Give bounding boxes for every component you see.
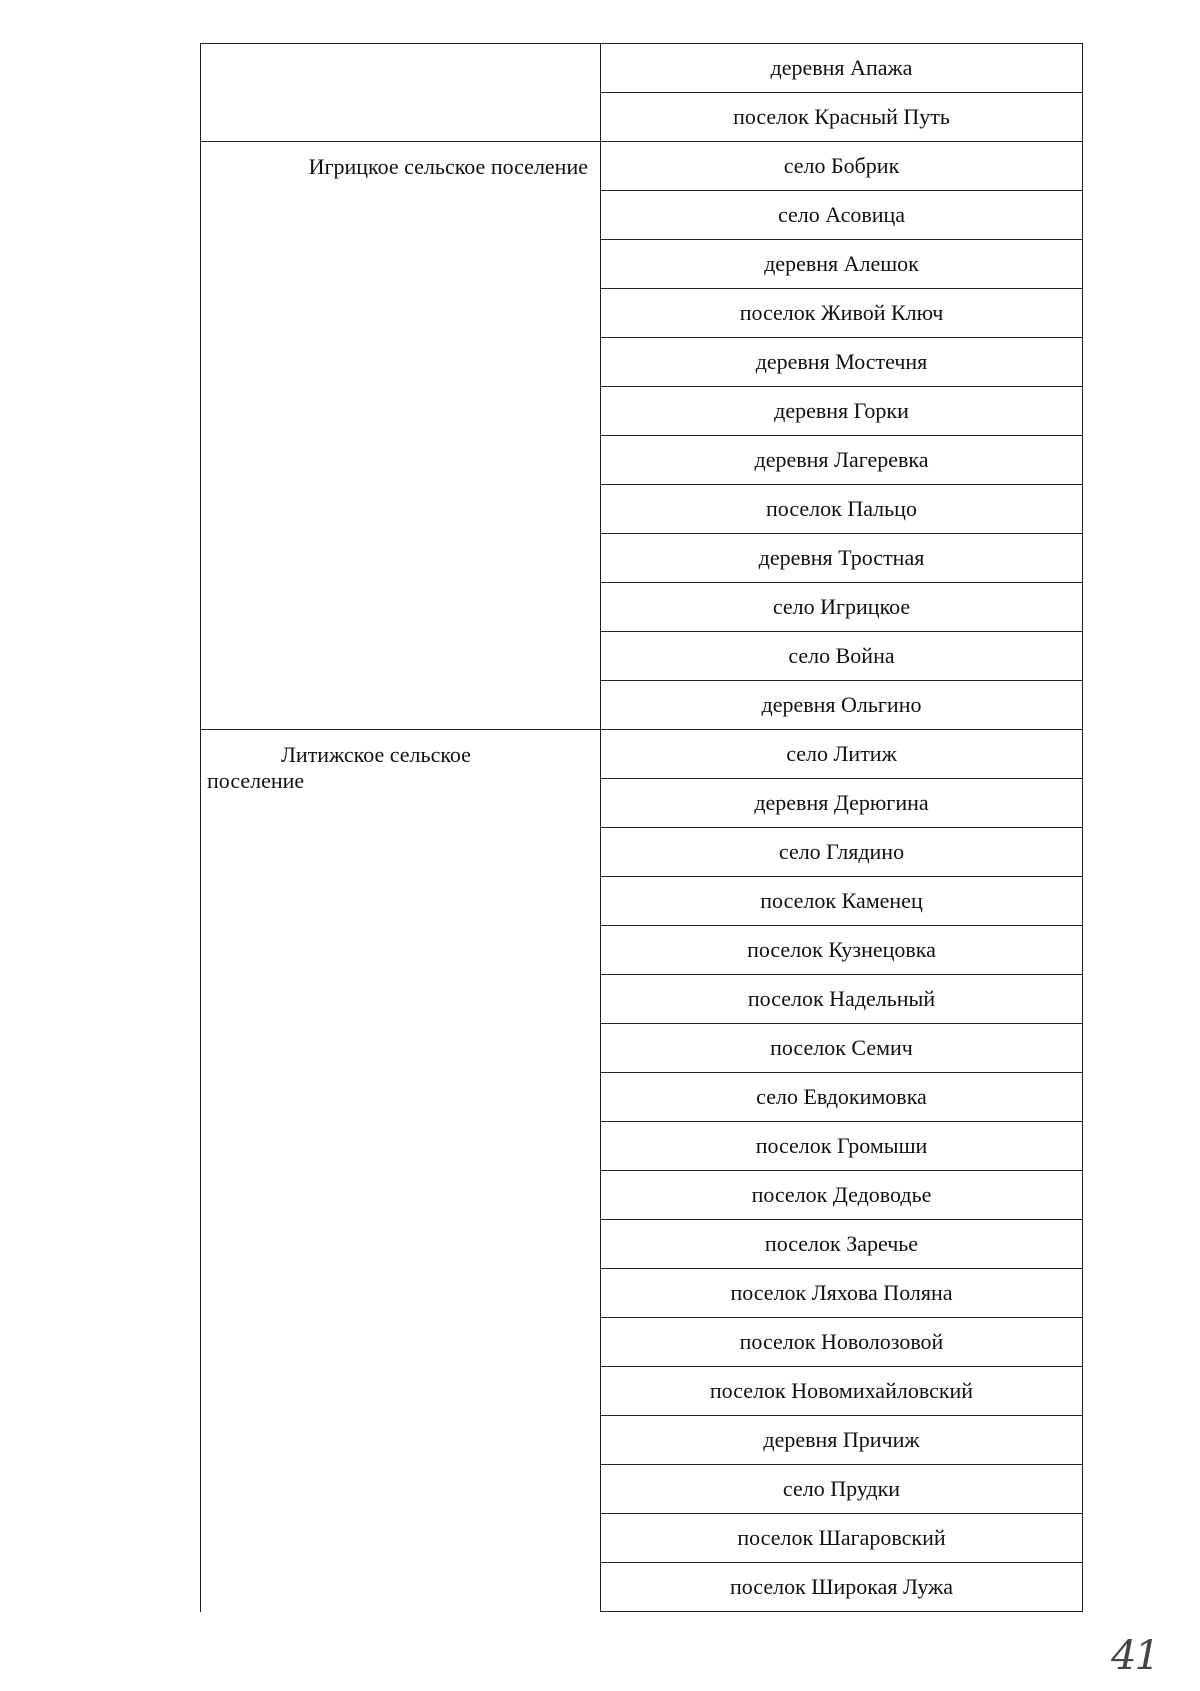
village-cell: поселок Семич [601, 1024, 1083, 1073]
village-cell: поселок Живой Ключ [601, 289, 1083, 338]
village-cell: деревня Алешок [601, 240, 1083, 289]
settlement-cell [201, 44, 601, 142]
village-cell: деревня Горки [601, 387, 1083, 436]
village-cell: поселок Ляхова Поляна [601, 1269, 1083, 1318]
village-cell: поселок Широкая Лужа [601, 1563, 1083, 1612]
village-cell: поселок Новолозовой [601, 1318, 1083, 1367]
village-cell: поселок Дедоводье [601, 1171, 1083, 1220]
table-row [201, 142, 1083, 191]
village-cell: деревня Лагеревка [601, 436, 1083, 485]
village-cell: поселок Красный Путь [601, 93, 1083, 142]
settlements-table [200, 43, 1083, 1612]
village-cell: село Игрицкое [601, 583, 1083, 632]
village-cell: село Литиж [601, 730, 1083, 779]
village-cell: село Евдокимовка [601, 1073, 1083, 1122]
settlement-name: Игрицкое сельское поселение [308, 154, 588, 179]
village-cell: поселок Надельный [601, 975, 1083, 1024]
village-cell: деревня Дерюгина [601, 779, 1083, 828]
settlement-cell [201, 730, 601, 1612]
settlement-cell [201, 142, 601, 730]
table-row [201, 730, 1083, 779]
village-cell: поселок Шагаровский [601, 1514, 1083, 1563]
village-cell: село Прудки [601, 1465, 1083, 1514]
village-cell: село Глядино [601, 828, 1083, 877]
village-cell: деревня Причиж [601, 1416, 1083, 1465]
table-row [201, 44, 1083, 93]
page-number: 41 [1111, 1633, 1158, 1679]
village-cell: село Асовица [601, 191, 1083, 240]
village-cell: деревня Тростная [601, 534, 1083, 583]
village-cell: поселок Кузнецовка [601, 926, 1083, 975]
village-cell: поселок Новомихайловский [601, 1367, 1083, 1416]
village-cell: село Бобрик [601, 142, 1083, 191]
village-cell: поселок Громыши [601, 1122, 1083, 1171]
village-cell: деревня Мостечня [601, 338, 1083, 387]
village-cell: деревня Ольгино [601, 681, 1083, 730]
village-cell: село Война [601, 632, 1083, 681]
village-cell: поселок Каменец [601, 877, 1083, 926]
village-cell: поселок Пальцо [601, 485, 1083, 534]
village-cell: деревня Апажа [601, 44, 1083, 93]
settlement-name: Литижское сельское поселение [207, 742, 471, 793]
village-cell: поселок Заречье [601, 1220, 1083, 1269]
